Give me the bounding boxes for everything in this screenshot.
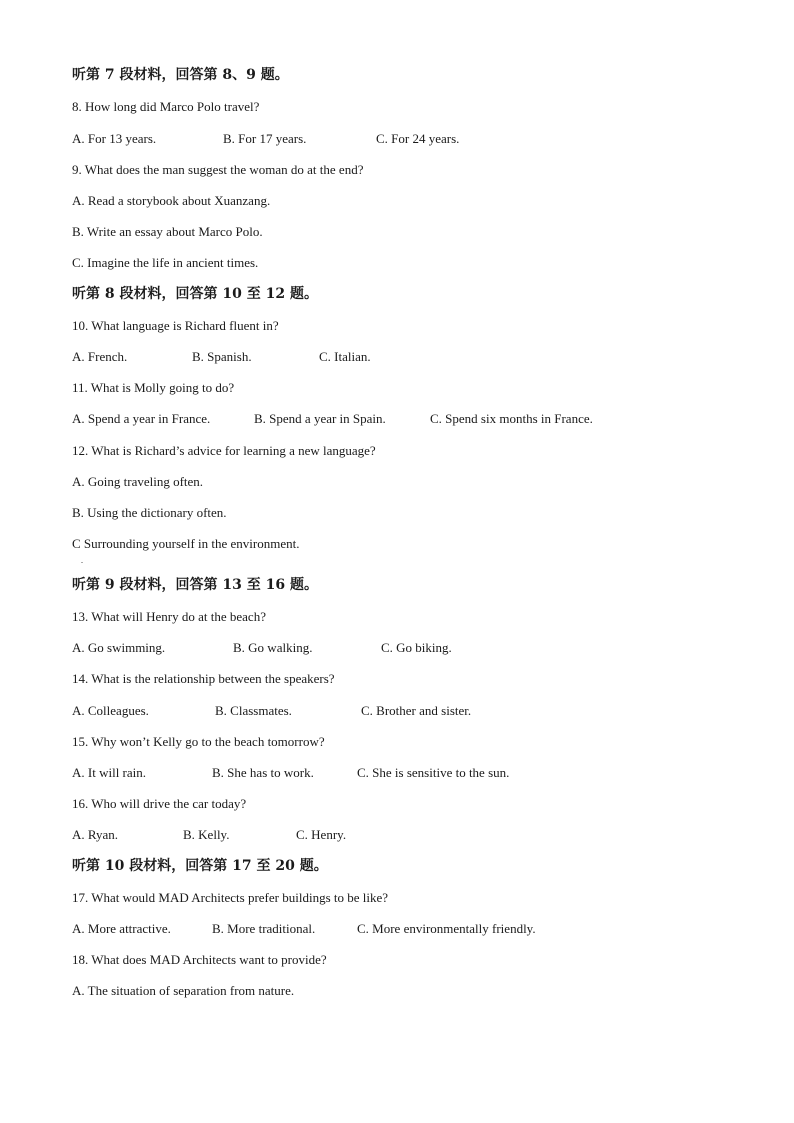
question-10: 10. What language is Richard fluent in? bbox=[72, 318, 279, 333]
option-9b: B. Write an essay about Marco Polo. bbox=[72, 224, 263, 239]
option-9a: A. Read a storybook about Xuanzang. bbox=[72, 193, 271, 208]
question-8: 8. How long did Marco Polo travel? bbox=[72, 99, 260, 114]
option-18a: A. The situation of separation from nature. bbox=[72, 983, 295, 998]
question-16: 16. Who will drive the car today? bbox=[72, 796, 247, 811]
option-11a: A. Spend a year in France. bbox=[72, 411, 211, 426]
option-14b: B. Classmates. bbox=[215, 703, 292, 718]
option-9c: C. Imagine the life in ancient times. bbox=[72, 255, 259, 270]
section-heading-9: 听第 9 段材料，回答第 13 至 16 题。 bbox=[72, 577, 318, 593]
option-14a: A. Colleagues. bbox=[72, 703, 149, 718]
option-8b: B. For 17 years. bbox=[223, 131, 307, 146]
option-11c: C. Spend six months in France. bbox=[430, 411, 593, 426]
option-16b: B. Kelly. bbox=[183, 827, 230, 842]
option-12b: B. Using the dictionary often. bbox=[72, 505, 227, 520]
section-heading-8: 听第 8 段材料，回答第 10 至 12 题。 bbox=[72, 286, 318, 302]
question-14: 14. What is the relationship between the speakers? bbox=[72, 671, 335, 686]
option-12c: C Surrounding yourself in the environment. bbox=[72, 536, 300, 551]
option-17a: A. More attractive. bbox=[72, 921, 171, 936]
option-17b: B. More traditional. bbox=[212, 921, 316, 936]
option-13b: B. Go walking. bbox=[233, 640, 313, 655]
option-8c: C. For 24 years. bbox=[376, 131, 460, 146]
option-10b: B. Spanish. bbox=[192, 349, 252, 364]
option-12a: A. Going traveling often. bbox=[72, 474, 204, 489]
option-17c: C. More environmentally friendly. bbox=[357, 921, 536, 936]
option-15c: C. She is sensitive to the sun. bbox=[357, 765, 510, 780]
option-10c: C. Italian. bbox=[319, 349, 371, 364]
option-15b: B. She has to work. bbox=[212, 765, 314, 780]
option-8a: A. For 13 years. bbox=[72, 131, 157, 146]
option-11b: B. Spend a year in Spain. bbox=[254, 411, 386, 426]
question-18: 18. What does MAD Architects want to provide? bbox=[72, 952, 327, 967]
option-13c: C. Go biking. bbox=[381, 640, 452, 655]
stray-dot: . bbox=[81, 556, 83, 565]
question-17: 17. What would MAD Architects prefer buildings to be like? bbox=[72, 890, 389, 905]
option-10a: A. French. bbox=[72, 349, 128, 364]
option-16c: C. Henry. bbox=[296, 827, 347, 842]
question-13: 13. What will Henry do at the beach? bbox=[72, 609, 266, 624]
option-15a: A. It will rain. bbox=[72, 765, 147, 780]
question-15: 15. Why won’t Kelly go to the beach tomorrow? bbox=[72, 734, 325, 749]
option-16a: A. Ryan. bbox=[72, 827, 119, 842]
section-heading-10: 听第 10 段材料，回答第 17 至 20 题。 bbox=[72, 858, 328, 874]
question-11: 11. What is Molly going to do? bbox=[72, 380, 235, 395]
option-13a: A. Go swimming. bbox=[72, 640, 166, 655]
option-14c: C. Brother and sister. bbox=[361, 703, 472, 718]
question-12: 12. What is Richard’s advice for learning a new language? bbox=[72, 443, 376, 458]
section-heading-7: 听第 7 段材料，回答第 8、9 题。 bbox=[72, 67, 289, 83]
question-9: 9. What does the man suggest the woman do at the end? bbox=[72, 162, 364, 177]
